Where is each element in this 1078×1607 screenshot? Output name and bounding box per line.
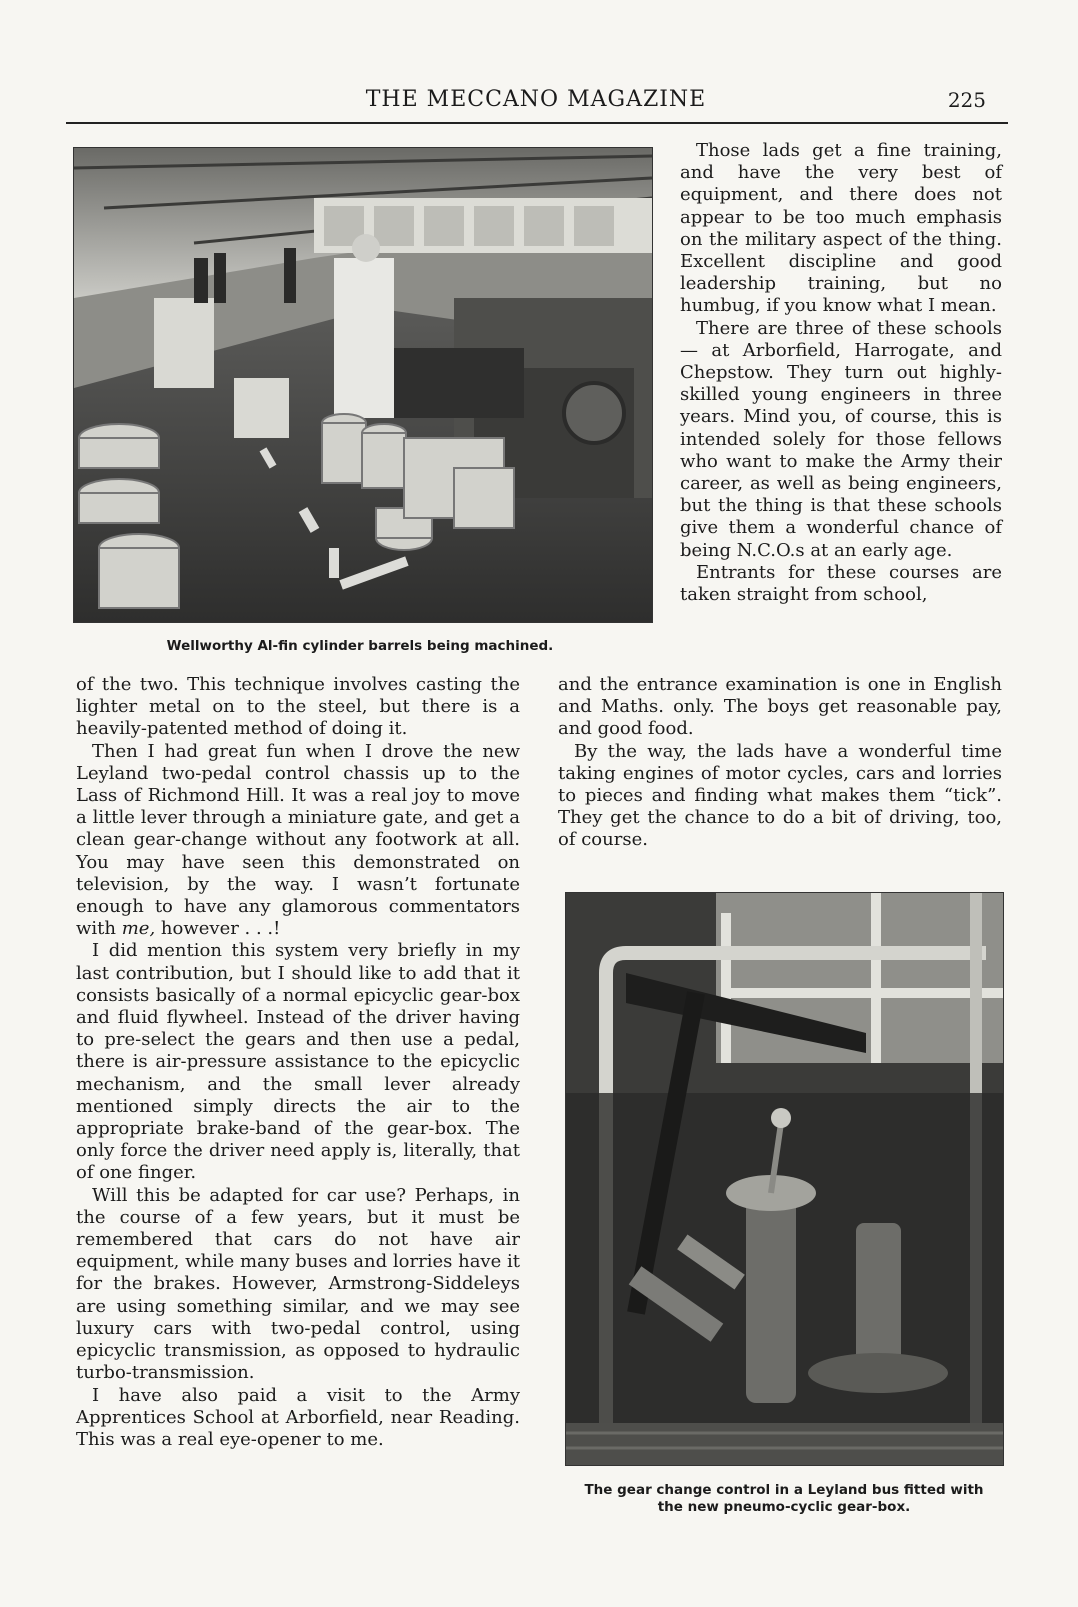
paragraph: of the two. This technique involves casting the lighter metal on to the steel, but there is a heavily-patented method of doing it. xyxy=(76,674,520,740)
paragraph-text: however . . .! xyxy=(155,918,281,940)
header-rule xyxy=(66,122,1008,124)
left-column xyxy=(76,674,520,1451)
caption-line: The gear change control in a Leyland bus fitted with xyxy=(584,1482,984,1498)
gear-change-photo-icon xyxy=(565,892,1004,1466)
right-column-lower xyxy=(558,674,1002,852)
right-column-upper xyxy=(680,140,1002,606)
paragraph: I did mention this system very briefly in my last contribution, but I should like to add that it consists basically of a normal epicyclic gear-box and fluid flywheel. Instead of the driver having to pre-select the gears and then use a pedal, there is air-pressure assistance to the epicyclic mechanism, and the small lever already mentioned simply directs the air to the appropriate brake-band of the gear-box. The only force the driver need apply is, literally, that of one finger. xyxy=(76,940,520,1184)
page-number: 225 xyxy=(947,88,986,112)
factory-photo-icon xyxy=(73,147,653,623)
paragraph: There are three of these schools — at Arborfield, Harrogate, and Chepstow. They turn out highly-skilled young engineers in three years. Mind you, of course, this is intended solely for those fellows who want to make the Army their career, as well as being engineers, but the thing is that these schools give them a wonderful chance of being N.C.O.s at an early age. xyxy=(680,317,1002,561)
page-header xyxy=(66,86,1006,120)
top-figure-caption: Wellworthy Al-fin cylinder barrels being machined. xyxy=(166,638,554,654)
magazine-title: THE MECCANO MAGAZINE xyxy=(365,87,707,112)
paragraph: and the entrance examination is one in English and Maths. only. The boys get reasonable pay, and good food. xyxy=(558,674,1002,740)
paragraph: Those lads get a fine training, and have the very best of equipment, and there does not appear to be too much emphasis on the military aspect of the thing. Excellent discipline and good leadership training, but no humbug, if you know what I mean. xyxy=(680,140,1002,317)
paragraph: By the way, the lads have a wonderful time taking engines of motor cycles, cars and lorries to pieces and finding what makes them “tick”. They get the chance to do a bit of driving, too, of course. xyxy=(558,740,1002,851)
paragraph: Entrants for these courses are taken straight from school, xyxy=(680,561,1002,606)
paragraph xyxy=(76,741,520,941)
emphasis: me, xyxy=(121,918,156,940)
paragraph: I have also paid a visit to the Army Apprentices School at Arborfield, near Reading. This was a real eye-opener to me. xyxy=(76,1384,520,1450)
caption-line: the new pneumo-cyclic gear-box. xyxy=(657,1499,911,1515)
bottom-figure-caption xyxy=(560,1482,1008,1516)
paragraph-text: Then I had great fun when I drove the new Leyland two-pedal control chassis up to the Lass of Richmond Hill. It was a real joy to move a little lever through a miniature gate, and get a clean gear-change without any footwork at all. You may have seen this demonstrated on television, by the way. I wasn’t fortunate enough to have any glamorous commentators with xyxy=(76,740,520,940)
paragraph: Will this be adapted for car use? Perhaps, in the course of a few years, but it must be remembered that cars do not have air equipment, while many buses and lorries have it for the brakes. However, Armstrong-Siddeleys are using something similar, and we may see luxury cars with two-pedal control, using epicyclic transmission, as opposed to hydraulic turbo-transmission. xyxy=(76,1184,520,1384)
